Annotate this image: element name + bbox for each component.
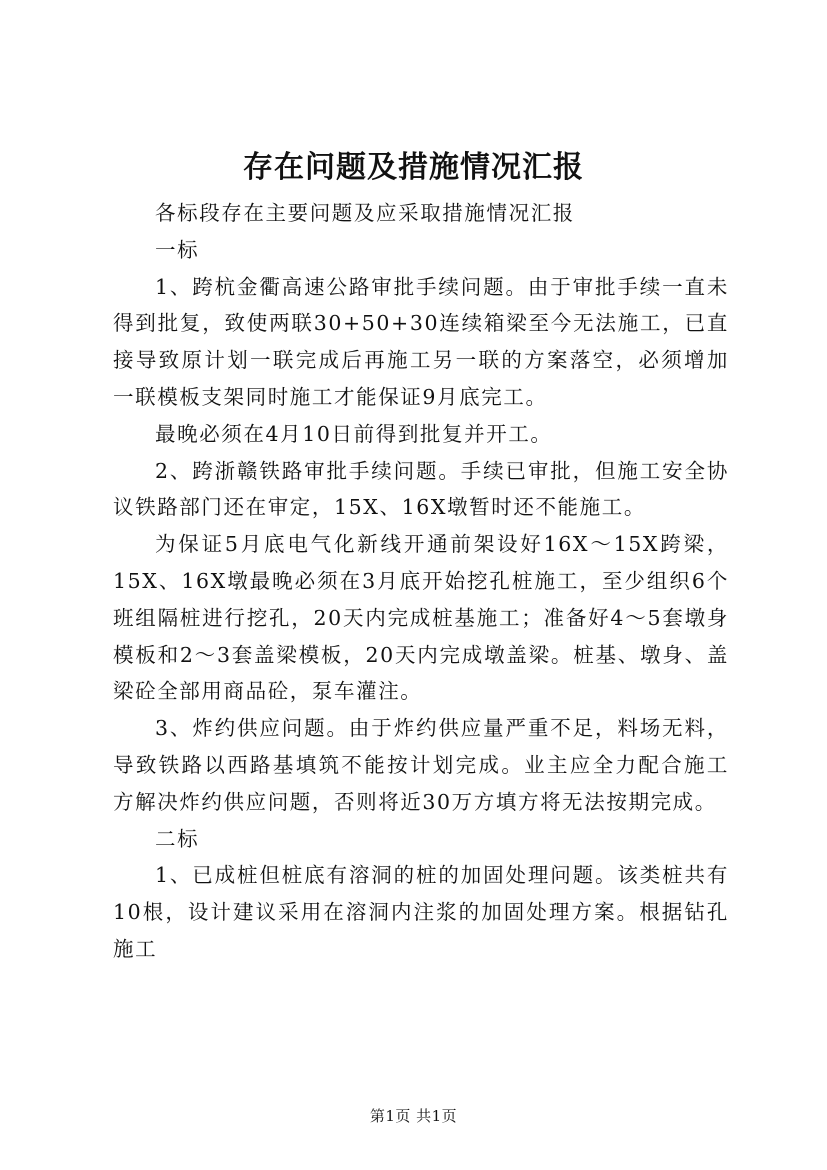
body-paragraph: 3、炸约供应问题。由于炸约供应量严重不足，料场无料，导致铁路以西路基填筑不能按计划完成。业主应全力配合施工方解决炸约供应问题，否则将近30万方填方将无法按期完成。: [113, 716, 729, 814]
body-paragraph: 1、跨杭金衢高速公路审批手续问题。由于审批手续一直未得到批复，致使两联30+50+30连续箱梁至今无法施工，已直接导致原计划一联完成后再施工另一联的方案落空，必须增加一联模板支架同时施工才能保证9月底完工。: [113, 274, 729, 409]
page-title: 存在问题及措施情况汇报: [243, 150, 584, 185]
section-heading-2: 二标: [155, 826, 200, 851]
section-heading-1: 一标: [155, 237, 200, 262]
body-paragraph: 最晚必须在4月10日前得到批复并开工。: [155, 421, 553, 446]
body-paragraph: 2、跨浙赣铁路审批手续问题。手续已审批，但施工安全协议铁路部门还在审定，15X、16X墩暂时还不能施工。: [113, 458, 729, 520]
page-footer: 第1页 共1页: [369, 1107, 458, 1125]
subtitle-paragraph: 各标段存在主要问题及应采取措施情况汇报: [155, 201, 575, 225]
body-paragraph: 1、已成桩但桩底有溶洞的桩的加固处理问题。该类桩共有10根，设计建议采用在溶洞内注浆的加固处理方案。根据钻孔施工: [113, 863, 729, 961]
document-body: [113, 195, 729, 968]
body-paragraph: 为保证5月底电气化新线开通前架设好16X～15X跨梁，15X、16X墩最晚必须在3月底开始挖孔桩施工，至少组织6个班组隔桩进行挖孔，20天内完成桩基施工；准备好4～5套墩身模板和2～3套盖梁模板，20天内完成墩盖梁。桩基、墩身、盖梁砼全部用商品砼，泵车灌注。: [113, 532, 729, 704]
